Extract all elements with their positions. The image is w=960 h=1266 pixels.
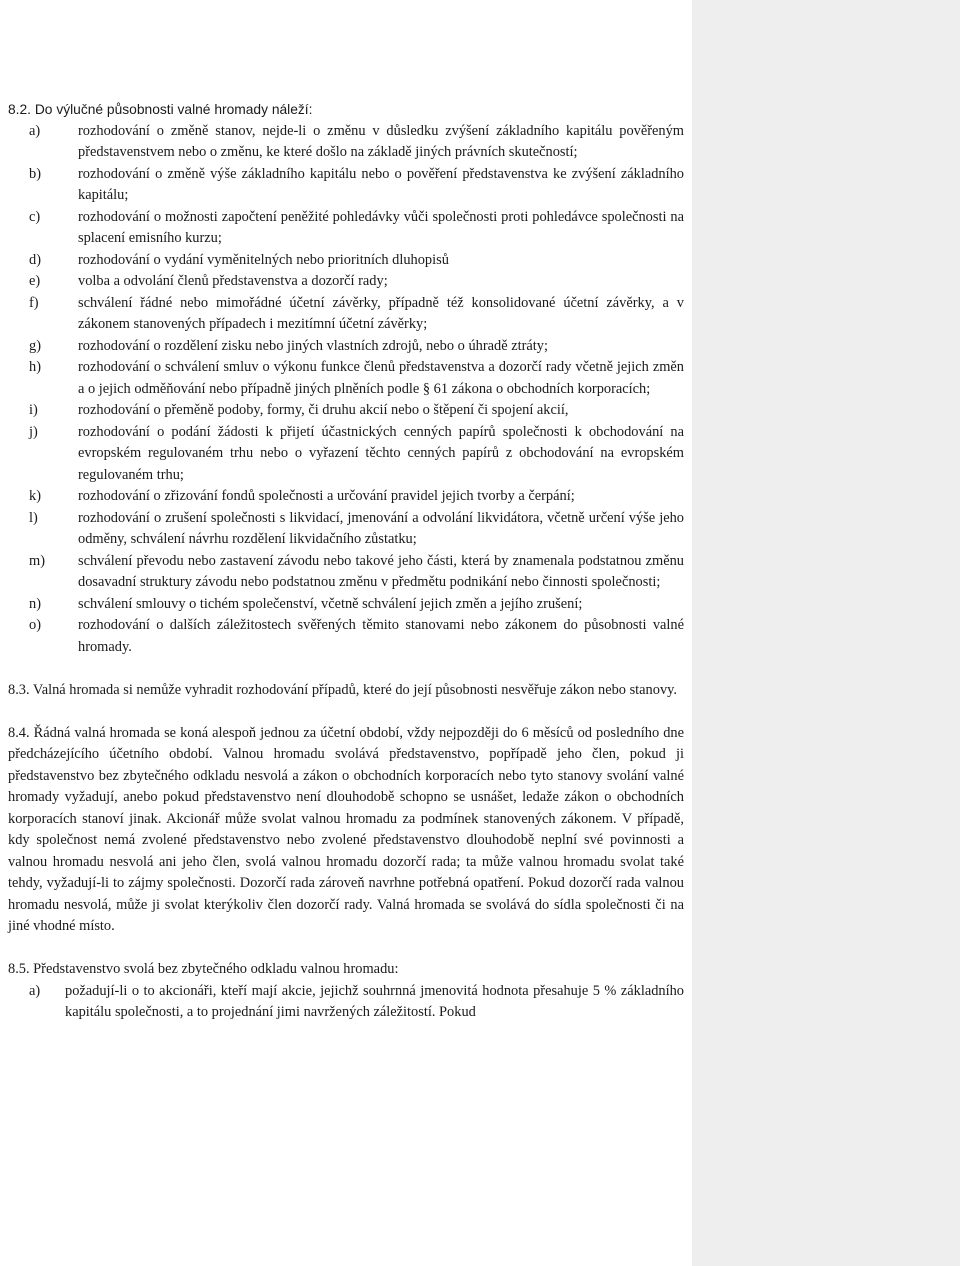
list-item-text: schválení smlouvy o tichém společenství, včetně schválení jejich změn a jejího zrušení; xyxy=(78,595,583,612)
section-8-3-paragraph: 8.3. Valná hromada si nemůže vyhradit rozhodování případů, které do její působnosti nesvěřuje zákon nebo stanovy. xyxy=(8,681,677,698)
list-item xyxy=(8,121,684,164)
list-item xyxy=(8,422,684,487)
list-item xyxy=(8,357,684,400)
list-item-label: o) xyxy=(29,617,41,633)
list-item-text: rozhodování o vydání vyměnitelných nebo prioritních dluhopisů xyxy=(78,251,449,268)
section-8-4-paragraph: 8.4. Řádná valná hromada se koná alespoň jednou za účetní období, vždy nejpozději do 6 měsíců od posledního dne předcházejícího účetního období. Valnou hromadu svolává představenstvo, popřípadě jeho člen, pokud ji představenstvo bez zbytečného odkladu nesvolá a zákon o obchodních korporacích nebo tyto stanovy svolání valné hromady vyžadují, anebo pokud představenstvo není dlouhodobě schopno se usnášet, ledaže zákon o obchodních korporacích stanoví jinak. Akcionář může svolat valnou hromadu za podmínek stanovených zákonem. V případě, kdy společnost nemá zvolené představenstvo nebo zvolené představenstvo dlouhodobě neplní své povinnosti a valnou hromadu nesvolá ani jeho člen, svolá valnou hromadu dozorčí rada; ta může valnou hromadu svolat také tehdy, vyžadují-li to zájmy společnosti. Dozorčí rada zároveň navrhne potřebná opatření. Pokud dozorčí rada valnou hromadu nesvolá, může ji svolat kterýkoliv člen dozorčí rady. Valná hromada se svolává do sídla společnosti či na jiné vhodné místo. xyxy=(8,724,684,934)
list-item-label: m) xyxy=(29,552,45,569)
list-item xyxy=(8,164,684,207)
list-item xyxy=(8,486,684,508)
list-item xyxy=(8,594,684,616)
list-item xyxy=(8,551,684,594)
list-item-label: j) xyxy=(29,423,38,440)
list-item-label: a) xyxy=(29,982,41,999)
section-8-5-heading: 8.5. Představenstvo svolá bez zbytečného odkladu valnou hromadu: xyxy=(8,961,399,977)
list-item-label: b) xyxy=(29,165,41,182)
list-item xyxy=(8,271,684,293)
list-item xyxy=(8,250,684,272)
list-item xyxy=(8,293,684,336)
list-item-label: d) xyxy=(29,251,41,268)
list-item xyxy=(8,336,684,358)
list-item-text: rozhodování o možnosti započtení peněžité pohledávky vůči společnosti proti pohledávce společnosti na splacení emisního kurzu; xyxy=(78,208,684,246)
list-item xyxy=(8,981,684,1024)
comment-margin-pane xyxy=(692,0,960,1266)
section-8-2-list xyxy=(8,121,684,659)
list-item-label: h) xyxy=(29,359,41,375)
list-item-text: rozhodování o změně výše základního kapitálu nebo o pověření představenstva ke zvýšení základního kapitálu; xyxy=(78,165,684,203)
list-item-text: požadují-li o to akcionáři, kteří mají akcie, jejichž souhrnná jmenovitá hodnota přesahuje 5 % základního kapitálu společnosti, a to projednání jimi navržených záležitostí. Pokud xyxy=(65,982,684,1020)
list-item-text: schválení řádné nebo mimořádné účetní závěrky, případně též konsolidované účetní závěrky, a v zákonem stanovených případech i mezitímní účetní závěrky; xyxy=(78,294,684,332)
list-item-label: f) xyxy=(29,294,39,311)
list-item-label: e) xyxy=(29,273,41,289)
list-item-label: c) xyxy=(29,208,41,225)
list-item xyxy=(8,615,684,658)
list-item-label: n) xyxy=(29,595,41,612)
document-body xyxy=(8,99,684,1024)
list-item-label: k) xyxy=(29,488,41,504)
list-item-text: rozhodování o zřizování fondů společnosti a určování pravidel jejich tvorby a čerpání; xyxy=(78,488,575,504)
list-item-text: schválení převodu nebo zastavení závodu nebo takové jeho části, která by znamenala podstatnou změnu dosavadní struktury závodu nebo podstatnou změnu v předmětu podnikání nebo činnosti společnosti; xyxy=(78,552,684,590)
list-item-text: volba a odvolání členů představenstva a dozorčí rady; xyxy=(78,273,388,289)
list-item-text: rozhodování o zrušení společnosti s likvidací, jmenování a odvolání likvidátora, včetně určení výše jeho odměny, schválení návrhu rozdělení likvidačního zůstatku; xyxy=(78,509,684,547)
section-8-5-list xyxy=(8,981,684,1024)
list-item xyxy=(8,508,684,551)
paragraph-spacer xyxy=(8,938,684,960)
list-item xyxy=(8,400,684,422)
list-item-text: rozhodování o změně stanov, nejde-li o změnu v důsledku zvýšení základního kapitálu pověřeným představenstvem nebo o změnu, ke které došlo na základě jiných právních skutečností; xyxy=(78,122,684,160)
list-item xyxy=(8,207,684,250)
list-item-text: rozhodování o dalších záležitostech svěřených těmito stanovami nebo zákonem do působnosti valné hromady. xyxy=(78,617,684,655)
list-item-text: rozhodování o schválení smluv o výkonu funkce členů představenstva a dozorčí rady včetně jejich změn a o jejich odměňování nebo případně jiných plněních podle § 61 zákona o obchodních korporacích; xyxy=(78,359,684,397)
list-item-text: rozhodování o podání žádosti k přijetí účastnických cenných papírů společnosti k obchodování na evropském regulovaném trhu nebo o vyřazení těchto cenných papírů z obchodování na evropském regulovaném trhu; xyxy=(78,423,684,483)
list-item-label: a) xyxy=(29,122,41,139)
list-item-label: l) xyxy=(29,509,38,526)
list-item-text: rozhodování o rozdělení zisku nebo jiných vlastních zdrojů, nebo o úhradě ztráty; xyxy=(78,337,548,354)
list-item-label: i) xyxy=(29,402,38,418)
paragraph-spacer xyxy=(8,658,684,680)
list-item-text: rozhodování o přeměně podoby, formy, či druhu akcií nebo o štěpení či spojení akcií, xyxy=(78,402,569,418)
list-item-label: g) xyxy=(29,337,41,354)
section-8-2-heading: 8.2. Do výlučné působnosti valné hromady náleží: xyxy=(8,102,313,117)
paragraph-spacer xyxy=(8,701,684,723)
